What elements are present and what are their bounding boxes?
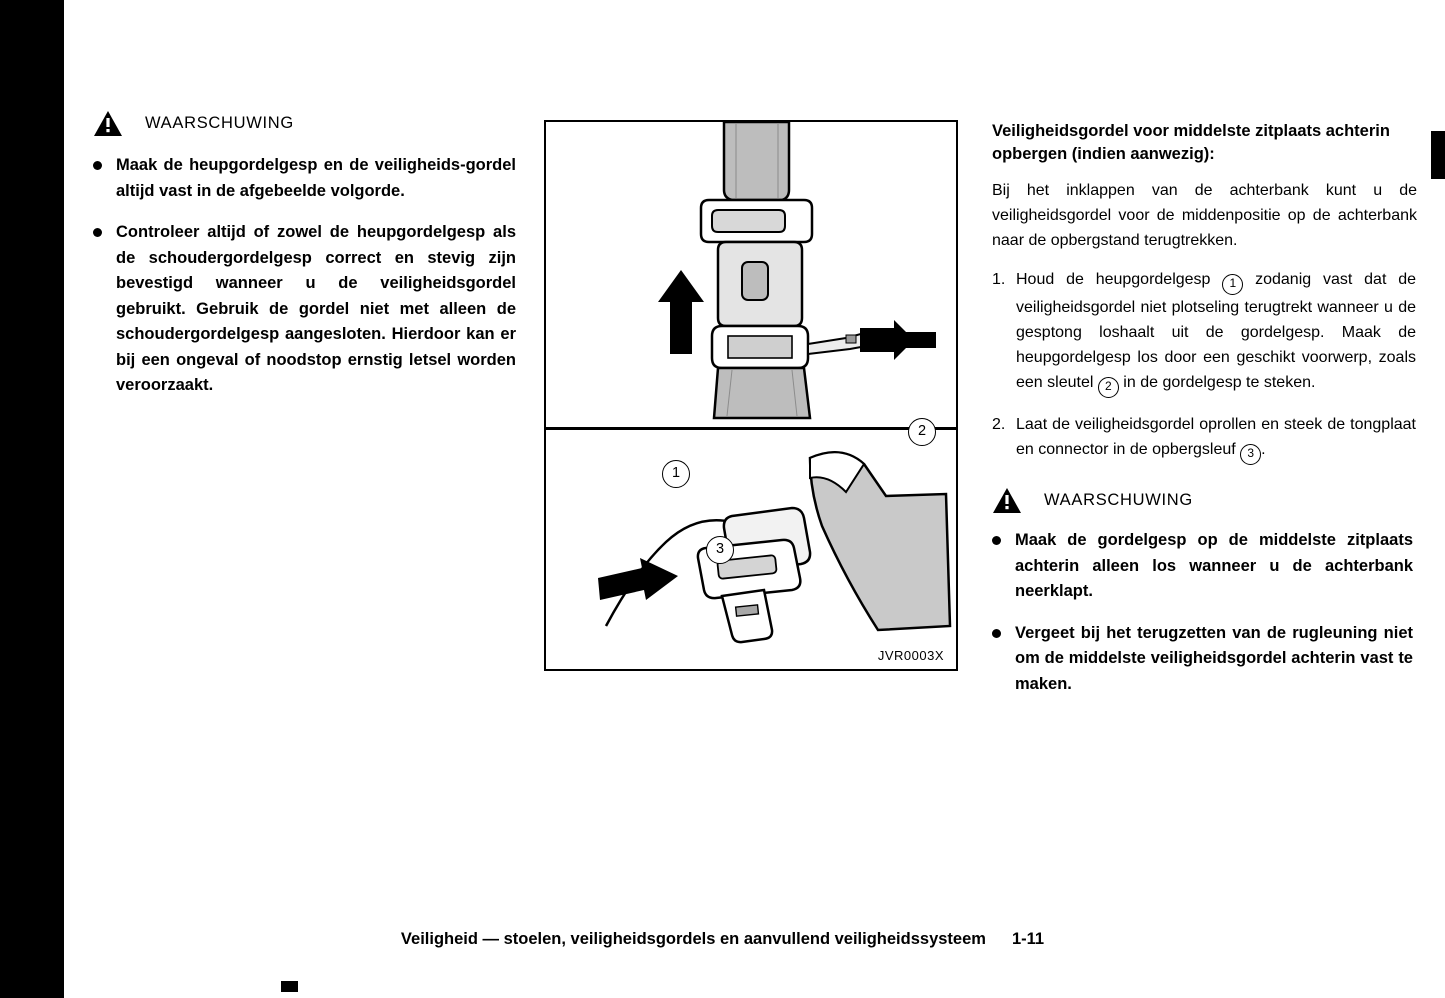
figure-callout-2: 2 <box>908 418 936 446</box>
bullet-dot-icon <box>93 161 102 170</box>
step-text-part1: Laat de veiligheidsgordel oprollen en steek de tongplaat en connector in de opbergsleuf <box>1016 416 1416 458</box>
seatbelt-buckle-illustration <box>546 122 955 425</box>
warning-triangle-icon <box>992 487 1022 514</box>
step-text-part1: Houd de heupgordelgesp <box>1016 271 1211 288</box>
figure-callout-3: 3 <box>706 536 734 564</box>
warning-bullet-item <box>93 153 523 204</box>
page-footer <box>0 930 1445 949</box>
section-heading: Veiligheidsgordel voor middelste zitplaats achterin opbergen (indien aanwezig): <box>992 122 1390 163</box>
figure-code-label: JVR0003X <box>877 648 944 663</box>
page-binding-edge <box>0 0 64 998</box>
warning-bullet-text: Maak de gordelgesp op de middelste zitplaats achterin alleen los wanneer u de achterbank neerklapt. <box>1015 531 1413 600</box>
bullet-dot-icon <box>992 629 1001 638</box>
step-number: 2. <box>992 416 1006 433</box>
step-text <box>1016 412 1416 465</box>
inline-callout-3: 3 <box>1240 444 1261 465</box>
warning-triangle-icon <box>93 110 123 137</box>
warning-bullet-text: Vergeet bij het terugzetten van de rugleuning niet om de middelste veiligheidsgordel achterin vast te maken. <box>1015 623 1413 693</box>
footer-page-number: 1-11 <box>1011 930 1045 948</box>
inline-callout-2: 2 <box>1098 377 1119 398</box>
bullet-dot-icon <box>992 536 1001 545</box>
step-number: 1. <box>992 271 1006 288</box>
left-column <box>93 110 523 415</box>
warning-bullet-item <box>93 220 523 399</box>
chapter-tab-marker <box>1431 131 1445 179</box>
warning-header-left <box>93 110 523 137</box>
right-column <box>992 120 1417 713</box>
warning-title-left: WAARSCHUWING <box>145 114 294 132</box>
figure-callout-1: 1 <box>662 460 690 488</box>
warning-header-right <box>992 487 1417 514</box>
warning-title-right: WAARSCHUWING <box>1044 491 1193 509</box>
bullet-dot-icon <box>93 228 102 237</box>
numbered-step-2 <box>992 412 1417 465</box>
warning-bullet-text: Controleer altijd of zowel de heupgordelgesp als de schoudergordelgesp correct en stevig zijn bevestigd wanneer u de veiligheidsgordel gebruikt. Gebruik de gordel niet met alleen de schoudergordelgesp aangesloten. Hierdoor kan er bij een ongeval of noodstop ernstig letsel worden veroorzaakt. <box>116 223 516 394</box>
section-intro-paragraph: Bij het inklappen van de achterbank kunt u de veiligheidsgordel voor de middenpositie op de achterbank naar de opbergstand terugtrekken. <box>992 182 1417 249</box>
step-text-part3: in de gordelgesp te steken. <box>1123 374 1316 391</box>
step-text-part2: zodanig vast dat de veiligheidsgordel niet plotseling terugtrekt wanneer u de gesptong loshaalt uit de gordelgesp. Maak de heupgordelgesp los door een geschikt voorwerp, zoals een sleutel <box>1016 271 1416 391</box>
step-text-part2: . <box>1261 441 1266 458</box>
illustration-figure <box>544 120 958 671</box>
warning-bullet-item <box>992 621 1417 698</box>
numbered-step-1 <box>992 267 1417 398</box>
step-text <box>1016 267 1416 398</box>
registration-mark <box>281 981 298 992</box>
warning-bullet-item <box>992 528 1417 605</box>
footer-title: Veiligheid — stoelen, veiligheidsgordels en aanvullend veiligheidssysteem <box>400 930 986 948</box>
inline-callout-1: 1 <box>1222 274 1243 295</box>
storage-slot-illustration <box>546 430 955 670</box>
warning-bullet-text: Maak de heupgordelgesp en de veiligheids-gordel altijd vast in de afgebeelde volgorde. <box>116 156 516 200</box>
